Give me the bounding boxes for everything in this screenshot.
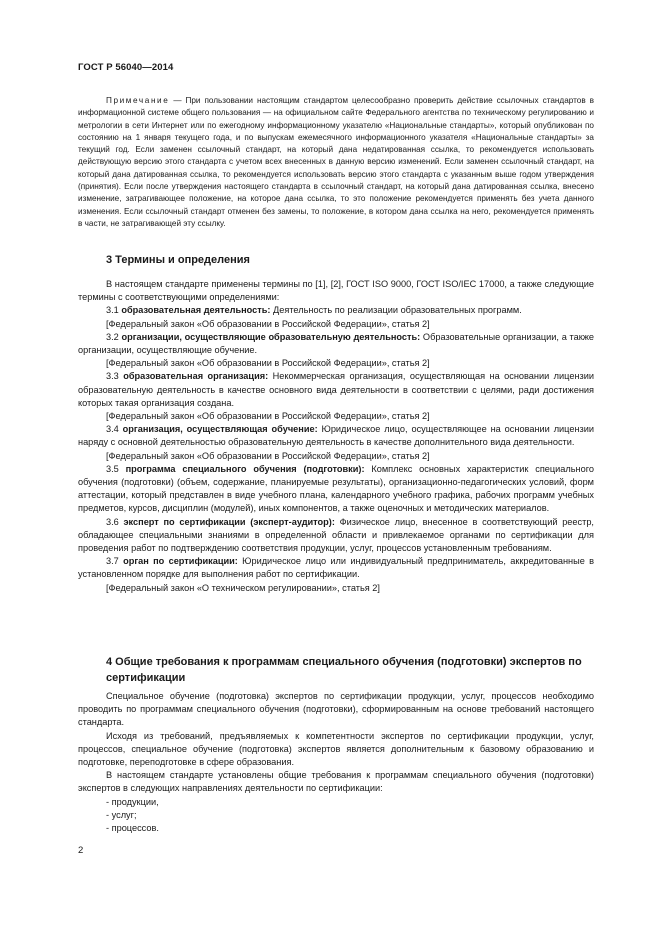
section-4-paragraph-2: Исходя из требований, предъявляемых к компетентности экспертов по сертификации продукции, услуг, процессов, специальное обучение (подготовка) экспертов является дополнительным к базовому образованию и подготовке, переподготовке в сфере образования. <box>78 730 594 768</box>
term-definition: Физическое лицо, внесенное в соответствующий реестр, обладающее специальными знаниями в определенной области и привлекаемое органами по сертификации для проведения работ по подтверждению соответствия продукции, услуг, процессов установленным требованиям. <box>78 516 594 554</box>
term-3-3 <box>78 370 594 410</box>
list-item: - продукции, <box>106 796 159 807</box>
term-title: образовательная организация: <box>123 371 269 382</box>
term-3-1 <box>78 304 594 317</box>
term-definition: Деятельность по реализации образовательных программ. <box>270 305 522 316</box>
term-number: 3.5 <box>106 463 126 474</box>
section-3-intro: В настоящем стандарте применены термины по [1], [2], ГОСТ ISO 9000, ГОСТ ISO/IEC 17000, а также следующие термины с соответствующими определениями: <box>78 279 594 303</box>
document-code-header: ГОСТ Р 56040—2014 <box>78 62 174 73</box>
term-title: организация, осуществляющая обучение: <box>122 424 318 435</box>
note-label: Примечание <box>106 96 170 105</box>
term-3-7-source: [Федеральный закон «О техническом регулировании», статья 2] <box>106 582 380 593</box>
term-definition: Образовательные организации, а также организации, осуществляющие обучение. <box>78 331 595 356</box>
term-3-7 <box>78 555 594 581</box>
section-4-paragraph-1: Специальное обучение (подготовка) экспертов по сертификации продукции, услуг, процессов необходимо проводить по программам специального обучения (подготовки), сформированным на основе требований настоящего стандарта. <box>78 691 594 728</box>
term-3-2-source: [Федеральный закон «Об образовании в Российской Федерации», статья 2] <box>106 358 430 369</box>
term-definition: Юридическое лицо или индивидуальный предприниматель, аккредитованные в установленном порядке для выполнения работ по сертификации. <box>78 556 595 580</box>
list-item: - процессов. <box>106 823 159 834</box>
term-number: 3.3 <box>106 371 124 382</box>
term-3-1-source: [Федеральный закон «Об образовании в Российской Федерации», статья 2] <box>106 318 430 329</box>
term-definition: Комплекс основных характеристик специального обучения (подготовки) (объем, содержание, планируемые результаты), организационно-педагогических условий, форм аттестации, который представлен в виде учебного плана, календарного учебного графика, рабочих программ учебных предметов, курсов, дисциплин (модулей), иных компонентов, а также оценочных и методических материалов. <box>78 463 595 514</box>
term-number: 3.1 <box>106 305 122 316</box>
section-4-body <box>78 690 594 835</box>
term-3-4 <box>78 423 594 449</box>
section-3-body <box>78 278 594 595</box>
list-item: - услуг; <box>106 809 137 820</box>
term-3-2 <box>78 331 594 357</box>
note-paragraph <box>78 95 594 230</box>
term-title: эксперт по сертификации (эксперт-аудитор): <box>123 516 335 527</box>
section-4-paragraph-3: В настоящем стандарте установлены общие требования к программам специального обучения (подготовки) экспертов в следующих направлениях деятельности по сертификации: <box>78 770 594 794</box>
note-block <box>78 95 594 230</box>
note-text: — При пользовании настоящим стандартом целесообразно проверить действие ссылочных стандартов в информационной системе общего пользования — на официальном сайте Федерального агентства по техническому регулированию и метрологии в сети Интернет или по ежегодному информационному указателю «Национальные стандарты», который опубликован по состоянию на 1 января текущего года, и по выпускам ежемесячного информационного указателя «Национальные стандарты» за текущий год. Если заменен ссылочный стандарт, на который дана недатированная ссылка, то рекомендуется использовать действующую версию этого стандарта с учетом всех внесенных в данную версию изменений. Если заменен ссылочный стандарт, на который дана датированная ссылка, то рекомендуется использовать версию этого стандарта с указанным выше годом утверждения (принятия). Если после утверждения настоящего стандарта в ссылочный стандарт, на который дана датированная ссылка, внесено изменение, затрагивающее положение, на которое дана ссылка, то это положение рекомендуется применять без учета данного изменения. Если ссылочный стандарт отменен без замены, то положение, в котором дана ссылка на него, рекомендуется применять в части, не затрагивающей эту ссылку. <box>78 96 594 228</box>
term-3-5 <box>78 463 594 516</box>
term-definition: Юридическое лицо, осуществляющее на основании лицензии наряду с основной деятельностью образовательную деятельность в качестве дополнительного вида деятельности. <box>78 424 595 448</box>
term-definition: Некоммерческая организация, осуществляющая на основании лицензии образовательную деятельность в качестве основного вида деятельности в соответствии с целями, ради достижения которых такая организация создана. <box>78 371 594 408</box>
term-title: орган по сертификации: <box>123 556 238 567</box>
term-3-4-source: [Федеральный закон «Об образовании в Российской Федерации», статья 2] <box>106 450 430 461</box>
term-number: 3.6 <box>106 516 124 527</box>
term-title: программа специального обучения (подготовки): <box>125 463 365 474</box>
section-3-heading: 3 Термины и определения <box>106 254 250 266</box>
term-title: организации, осуществляющие образовательную деятельность: <box>121 331 421 342</box>
term-3-6 <box>78 516 594 556</box>
page-number: 2 <box>78 845 84 856</box>
section-4-heading: 4 Общие требования к программам специального обучения (подготовки) экспертов по сертификации <box>106 656 582 684</box>
term-number: 3.2 <box>106 331 122 342</box>
term-title: образовательная деятельность: <box>121 305 271 316</box>
term-3-3-source: [Федеральный закон «Об образовании в Российской Федерации», статья 2] <box>106 411 430 422</box>
term-number: 3.7 <box>106 556 124 567</box>
term-number: 3.4 <box>106 424 123 435</box>
